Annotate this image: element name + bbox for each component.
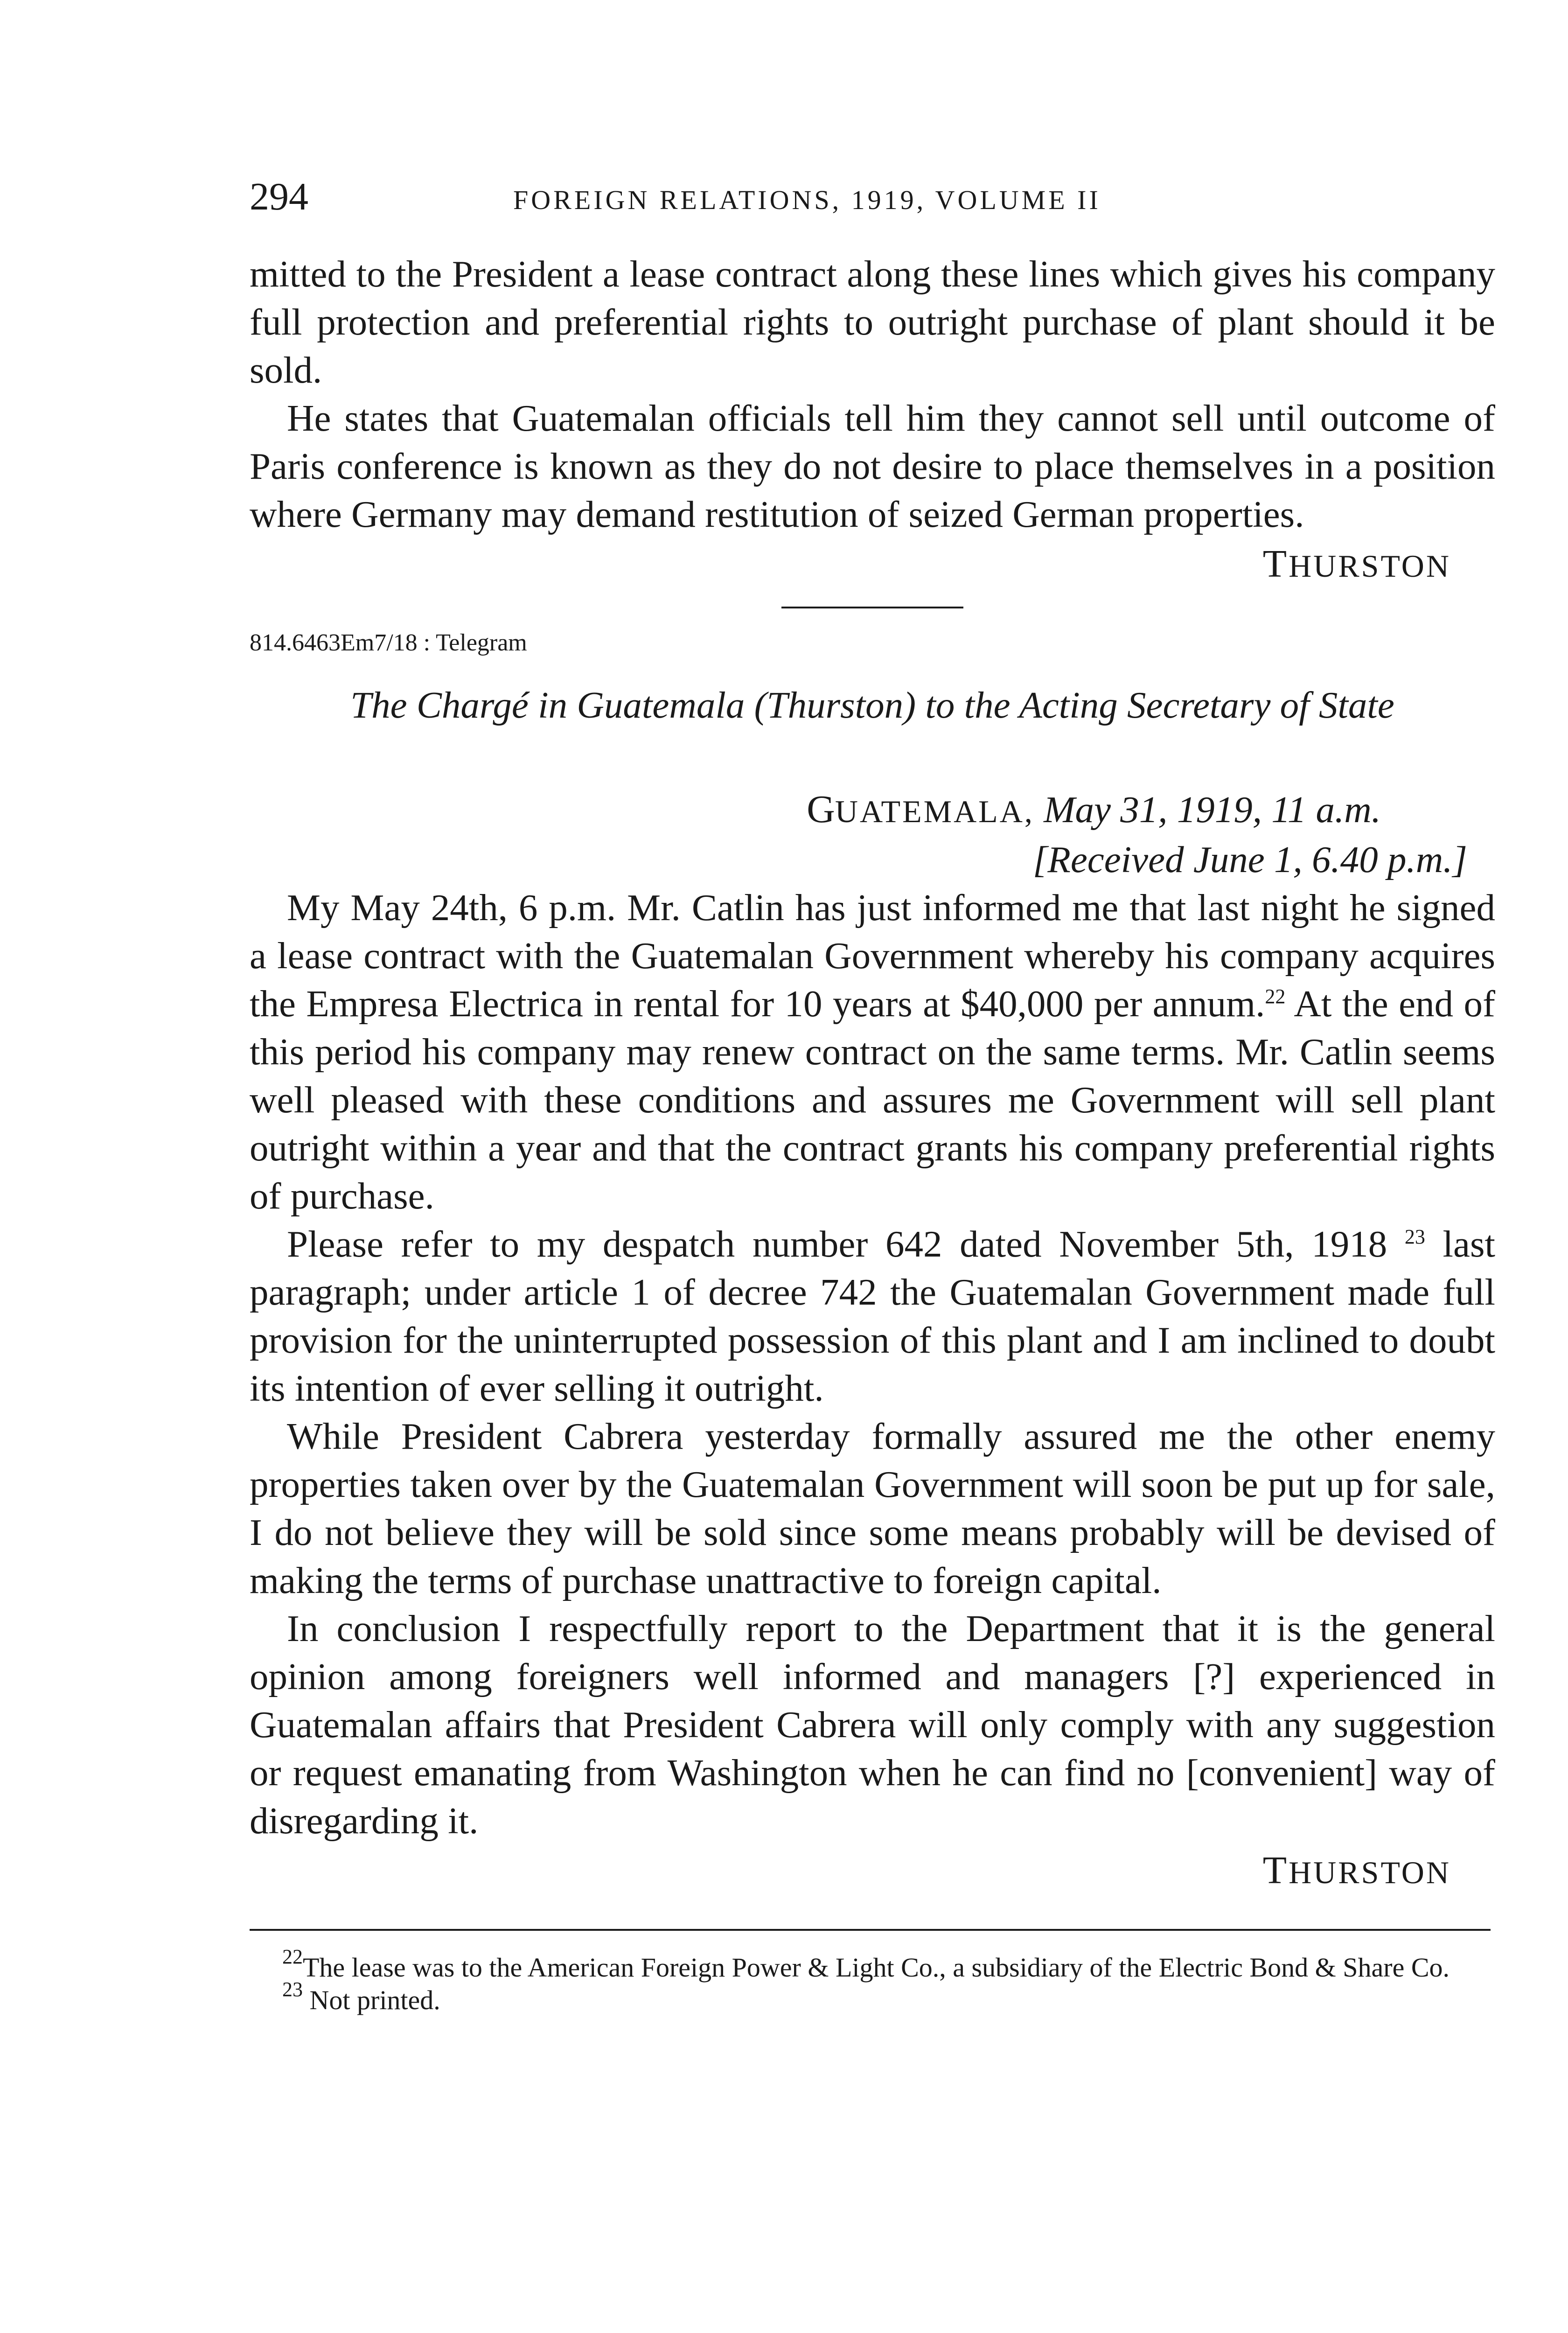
footnotes bbox=[250, 1945, 1495, 2017]
signature-rest: HURSTON bbox=[1289, 1855, 1451, 1890]
dateline bbox=[250, 785, 1495, 836]
footnote-marker: 23 bbox=[282, 1978, 303, 2001]
running-head bbox=[250, 177, 1495, 233]
signature-rest: HURSTON bbox=[1289, 548, 1451, 584]
footnote bbox=[250, 1945, 1495, 1984]
signature bbox=[250, 538, 1495, 592]
section-divider bbox=[781, 607, 963, 608]
footnote-marker: 22 bbox=[282, 1945, 303, 1968]
paragraph-text: last paragraph; under article 1 of decree 742 the Guatemalan Government made full provision for the uninterrupted possession of this plant and I am inclined to doubt its intention of ever selling it outright. bbox=[250, 1223, 1495, 1409]
file-number: 814.6463Em7/18 : Telegram bbox=[250, 629, 527, 656]
footnote-text: Not printed. bbox=[309, 1985, 440, 2015]
paragraph-text: Please refer to my despatch number 642 dated November 5th, 1918 bbox=[287, 1223, 1405, 1265]
footnote bbox=[250, 1978, 1495, 2017]
signature-initial: T bbox=[1262, 542, 1289, 586]
footnote-ref: 22 bbox=[1265, 985, 1286, 1008]
signature bbox=[250, 1845, 1495, 1898]
continued-paragraph: mitted to the President a lease contract along these lines which gives his company full protection and preferential rights to outright purchase of plant should it be sold. bbox=[250, 253, 1495, 391]
paragraph-text: My May 24th, 6 p.m. Mr. Catlin has just informed me that last night he signed a lease contract with the Guatemalan Government whereby his company acquires the Empresa Electrica in rental for 10 years at $40,000 per annum. bbox=[250, 887, 1495, 1025]
dateline-date: May 31, 1919, 11 a.m. bbox=[1044, 789, 1381, 831]
paragraph bbox=[250, 1220, 1495, 1412]
page-number: 294 bbox=[250, 175, 308, 218]
footnote-text: The lease was to the American Foreign Power & Light Co., a subsidiary of the Electric Bond & Share Co. bbox=[303, 1952, 1450, 1983]
paragraph: In conclusion I respectfully report to the Department that it is the general opinion among foreigners well informed and managers [?] experienced in Guatemalan affairs that President Cabrera will only comply with any suggestion or request emanating from Washington when he can find no [convenient] way of disregarding it. bbox=[250, 1607, 1495, 1842]
footnote-ref: 23 bbox=[1404, 1225, 1425, 1248]
signature-initial: T bbox=[1262, 1849, 1289, 1892]
paragraph: He states that Guatemalan officials tell him they cannot sell until outcome of Paris conference is known as they do not desire to place themselves in a position where Germany may demand restitution of seized German properties. bbox=[250, 397, 1495, 535]
running-title: FOREIGN RELATIONS, 1919, VOLUME II bbox=[513, 185, 1101, 215]
paragraph bbox=[250, 884, 1495, 1220]
footnote-rule bbox=[250, 1929, 1491, 1931]
document-title: The Chargé in Guatemala (Thurston) to the Acting Secretary of State bbox=[350, 684, 1394, 726]
received-line: [Received June 1, 6.40 p.m.] bbox=[1032, 838, 1467, 880]
dateline-place: UATEMALA, bbox=[835, 794, 1034, 829]
dateline-place-initial: G bbox=[807, 788, 835, 831]
document-page bbox=[250, 177, 1495, 2017]
paragraph: While President Cabrera yesterday formally assured me the other enemy properties taken over by the Guatemalan Government will soon be put up for sale, I do not believe they will be sold since some means probably will be devised of making the terms of purchase unattractive to foreign capital. bbox=[250, 1415, 1495, 1601]
paragraph-text: At the end of this period his company may renew contract on the same terms. Mr. Catlin seems well pleased with these conditions and assures me Government will sell plant outright within a year and that the contract grants his company preferential rights of purchase. bbox=[250, 983, 1495, 1217]
